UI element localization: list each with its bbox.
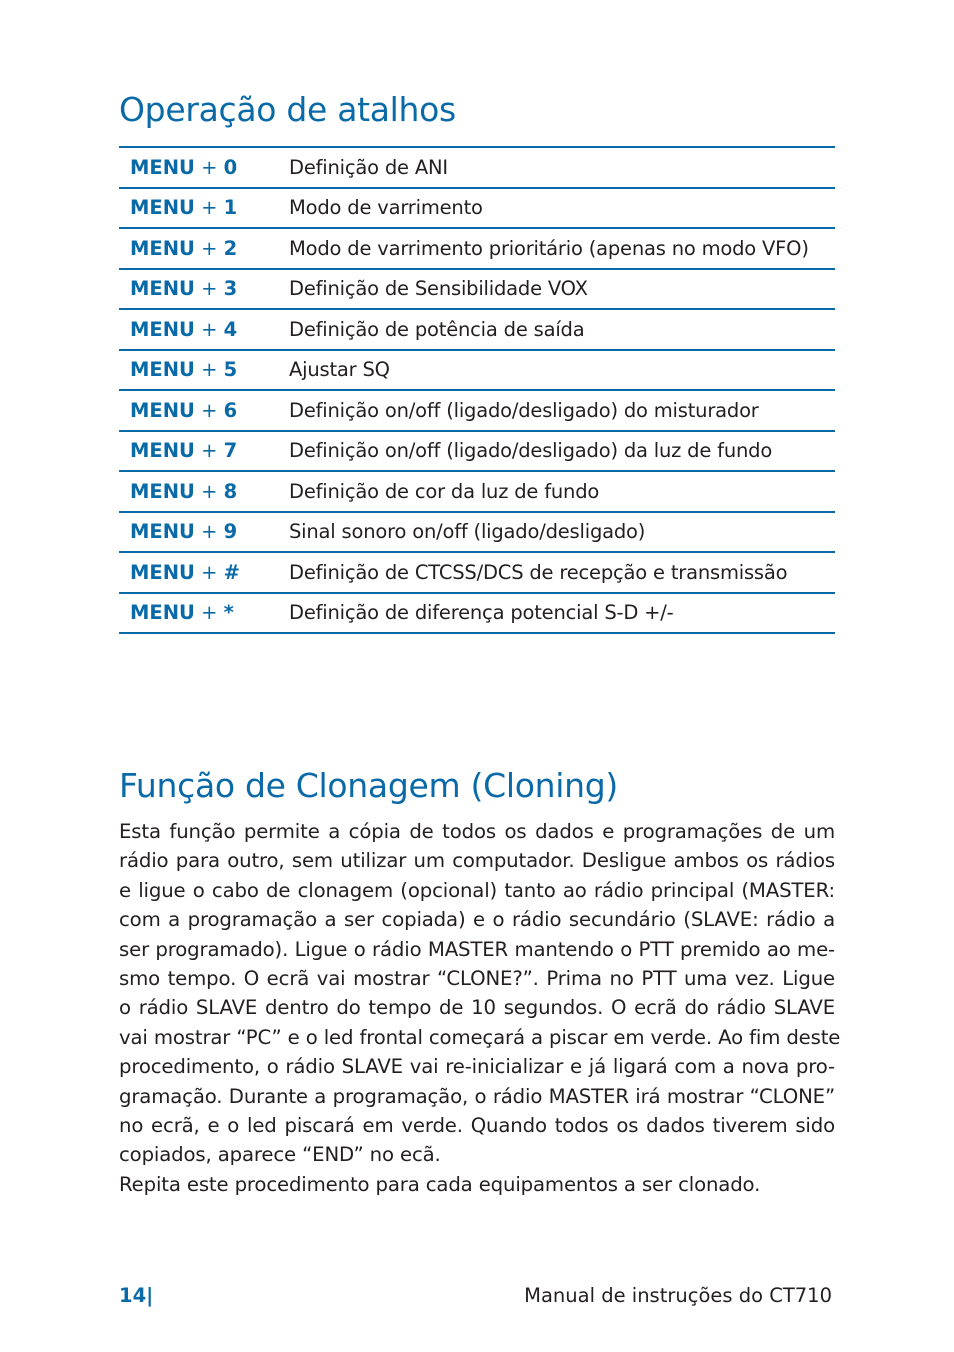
shortcut-description: Sinal sonoro on/off (ligado/desligado) [289,520,646,544]
table-row [119,513,835,554]
shortcut-key [119,399,289,422]
key-label: * [223,601,234,625]
table-row [119,229,835,270]
plus-sign: + [194,358,224,382]
shortcut-description: Definição de ANI [289,155,448,179]
plus-sign: + [194,520,224,544]
table-row [119,310,835,351]
table-row [119,189,835,230]
cloning-closing-line: Repita este procedimento para cada equipamentos a ser clonado. [119,1173,761,1196]
shortcut-key [119,156,289,179]
table-row [119,270,835,311]
shortcut-key [119,318,289,341]
shortcut-key [119,520,289,543]
menu-label: MENU [130,277,195,301]
plus-sign: + [194,155,224,179]
paragraph-line: com a programação a ser copiada) e o rádio secundário (SLAVE: rádio a [119,908,835,932]
key-label: 0 [223,155,238,179]
table-row [119,391,835,432]
shortcut-description: Definição de CTCSS/DCS de recepção e transmissão [289,560,788,584]
shortcut-key [119,237,289,260]
key-label: 7 [223,439,238,463]
menu-label: MENU [130,155,195,179]
paragraph-line: procedimento, o rádio SLAVE vai re-inicializar e já ligará com a nova pro- [119,1055,835,1079]
shortcuts-table [119,146,835,634]
shortcut-key [119,561,289,584]
shortcut-key [119,277,289,300]
shortcut-description: Ajustar SQ [289,358,390,382]
shortcut-description: Definição de cor da luz de fundo [289,479,600,503]
cloning-paragraph [119,817,841,1170]
key-label: 6 [223,398,238,422]
key-label: 9 [223,520,238,544]
menu-label: MENU [130,196,195,220]
table-row [119,148,835,189]
shortcut-description: Definição on/off (ligado/desligado) do misturador [289,398,759,422]
shortcut-description: Definição de potência de saída [289,317,585,341]
key-label: 1 [223,196,238,220]
shortcut-key [119,601,289,624]
key-label: 2 [223,236,238,260]
menu-label: MENU [130,236,195,260]
shortcuts-section-title: Operação de atalhos [119,90,456,129]
menu-label: MENU [130,479,195,503]
table-row [119,351,835,392]
manual-page [119,0,841,1352]
key-label: 8 [223,479,238,503]
table-row [119,432,835,473]
plus-sign: + [194,196,224,220]
shortcut-key [119,196,289,219]
page-number: 14| [119,1284,154,1307]
paragraph-line: vai mostrar “PC” e o led frontal começará a piscar em verde. Ao fim deste [119,1025,841,1049]
shortcut-key [119,480,289,503]
plus-sign: + [194,601,224,625]
paragraph-line: rádio para outro, sem utilizar um computador. Desligue ambos os rádios [119,849,835,873]
shortcut-key [119,439,289,462]
paragraph-line: no ecrã, e o led piscará em verde. Quando todos os dados tiverem sido [119,1114,835,1138]
paragraph-line: o rádio SLAVE dentro do tempo de 10 segundos. O ecrã do rádio SLAVE [119,996,835,1020]
shortcut-description: Definição de Sensibilidade VOX [289,277,588,301]
key-label: # [223,560,240,584]
key-label: 3 [223,277,238,301]
footer-manual-title: Manual de instruções do CT710 [524,1284,832,1307]
paragraph-line: e ligue o cabo de clonagem (opcional) tanto ao rádio principal (MASTER: [119,878,835,902]
menu-label: MENU [130,358,195,382]
key-label: 5 [223,358,238,382]
cloning-section-title: Função de Clonagem (Cloning) [119,766,618,805]
plus-sign: + [194,439,224,463]
menu-label: MENU [130,439,195,463]
menu-label: MENU [130,398,195,422]
paragraph-line: copiados, aparece “END” no ecã. [119,1143,441,1167]
plus-sign: + [194,479,224,503]
menu-label: MENU [130,520,195,544]
plus-sign: + [194,236,224,260]
paragraph-line: smo tempo. O ecrã vai mostrar “CLONE?”. Prima no PTT uma vez. Ligue [119,967,835,991]
shortcut-description: Modo de varrimento prioritário (apenas no modo VFO) [289,236,809,260]
key-label: 4 [223,317,238,341]
shortcut-key [119,358,289,381]
paragraph-line: gramação. Durante a programação, o rádio MASTER irá mostrar “CLONE” [119,1084,835,1108]
plus-sign: + [194,277,224,301]
menu-label: MENU [130,317,195,341]
menu-label: MENU [130,601,195,625]
shortcut-description: Modo de varrimento [289,196,483,220]
shortcut-description: Definição on/off (ligado/desligado) da luz de fundo [289,439,773,463]
plus-sign: + [194,560,224,584]
paragraph-line: Esta função permite a cópia de todos os dados e programações de um [119,820,835,843]
plus-sign: + [194,317,224,341]
shortcut-description: Definição de diferença potencial S-D +/- [289,601,674,625]
table-row [119,594,835,635]
table-row [119,553,835,594]
menu-label: MENU [130,560,195,584]
table-row [119,472,835,513]
plus-sign: + [194,398,224,422]
paragraph-line: ser programado). Ligue o rádio MASTER mantendo o PTT premido ao me- [119,937,835,961]
